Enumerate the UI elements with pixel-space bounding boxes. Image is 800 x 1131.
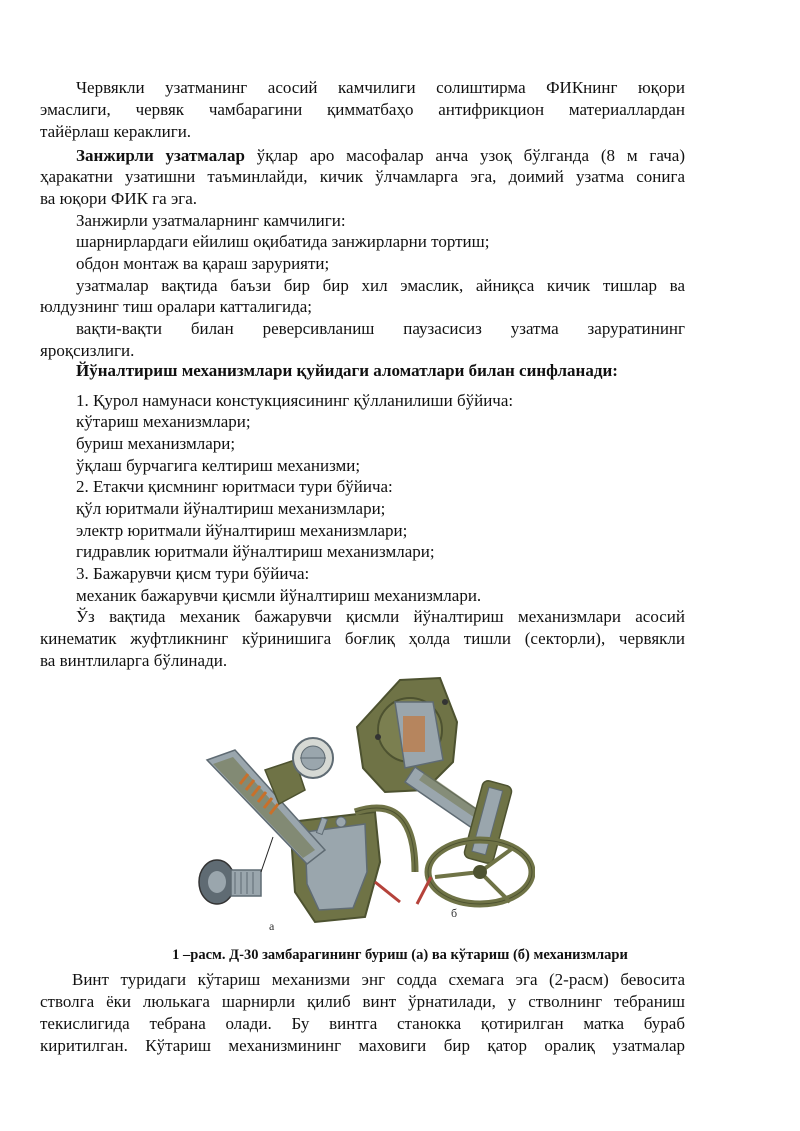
text-line: Ўз вақтида механик бажарувчи қисмли йўналтириш механизмлари асосий: [76, 607, 685, 626]
text-line: шарнирлардаги ейилиш оқибатида занжирларни тортиш;: [76, 232, 490, 251]
figure-caption: 1 –расм. Д-30 замбарагининг буриш (а) ва кўтариш (б) механизмлари: [172, 947, 628, 963]
mechanism-figure: [195, 672, 535, 940]
list-item: 3. Бажарувчи қисм тури бўйича:: [76, 564, 310, 583]
list-item: гидравлик юритмали йўналтириш механизмлари;: [76, 542, 435, 561]
list-item: ўқлаш бурчагига келтириш механизми;: [76, 456, 361, 475]
text-line: юлдузнинг тиш оралари катталигида;: [40, 297, 313, 316]
text-line: яроқсизлиги.: [40, 341, 135, 360]
text-line: текислигида тебрана олади. Бу винтга станокка қотирилган матка бураб: [40, 1014, 685, 1033]
text-run: ўқлар аро масофалар анча узоқ бўлганда (8 м гача): [244, 146, 685, 165]
list-item: 1. Қурол намунаси констукциясининг қўлланилиши бўйича:: [76, 391, 514, 410]
elevating-mechanism: [357, 678, 532, 904]
figure-label-b: б: [451, 906, 458, 920]
text-line: ҳаракатни узатишни таъминлайди, кичик ўлчамларга эга, доимий узатма сонига: [40, 167, 685, 186]
text-line: кинематик жуфтликнинг кўринишига боғлиқ ҳолда тишли (секторли), червякли: [40, 629, 685, 648]
text-line: Занжирли узатмаларнинг камчилиги:: [76, 211, 346, 230]
bold-term: Занжирли узатмалар: [76, 146, 245, 165]
mechanism-illustration: [195, 672, 535, 940]
text-line: обдон монтаж ва қараш зарурияти;: [76, 254, 330, 273]
list-item: қўл юритмали йўналтириш механизмлари;: [76, 499, 386, 518]
text-line: эмаслиги, червяк чамбарагини қимматбаҳо антифрикцион материаллардан: [40, 100, 685, 119]
text-line: стволга ёки люлькага шарнирли қилиб винт ўрнатилади, у стволнинг тебраниш: [40, 992, 685, 1011]
figure-label-a: а: [269, 919, 275, 933]
text-line: Червякли узатманинг асосий камчилиги солиштирма ФИКнинг юқори: [76, 78, 685, 97]
text-line: узатмалар вақтида баъзи бир бир хил эмаслик, айниқса кичик тишлар ва: [76, 276, 685, 295]
text-line: [76, 145, 685, 166]
list-item: буриш механизмлари;: [76, 434, 236, 453]
text-line: киритилган. Кўтариш механизмининг маховиги бир қатор оралиқ узатмалар: [40, 1036, 685, 1055]
text-line: Винт туридаги кўтариш механизми энг содда схемага эга (2-расм) бевосита: [72, 970, 685, 989]
list-item: 2. Етакчи қисмнинг юритмаси тури бўйича:: [76, 477, 393, 496]
list-item: электр юритмали йўналтириш механизмлари;: [76, 521, 408, 540]
text-line: вақти-вақти билан реверсивланиш паузасисиз узатма заруратининг: [76, 319, 685, 338]
section-heading: Йўналтириш механизмлари қуйидаги аломатлари билан синфланади:: [76, 361, 618, 380]
text-line: тайёрлаш кераклиги.: [40, 122, 192, 141]
text-line: ва винтлиларга бўлинади.: [40, 651, 228, 670]
text-line: ва юқори ФИК га эга.: [40, 189, 198, 208]
list-item: кўтариш механизмлари;: [76, 412, 251, 431]
list-item: механик бажарувчи қисмли йўналтириш механизмлари.: [76, 586, 482, 605]
